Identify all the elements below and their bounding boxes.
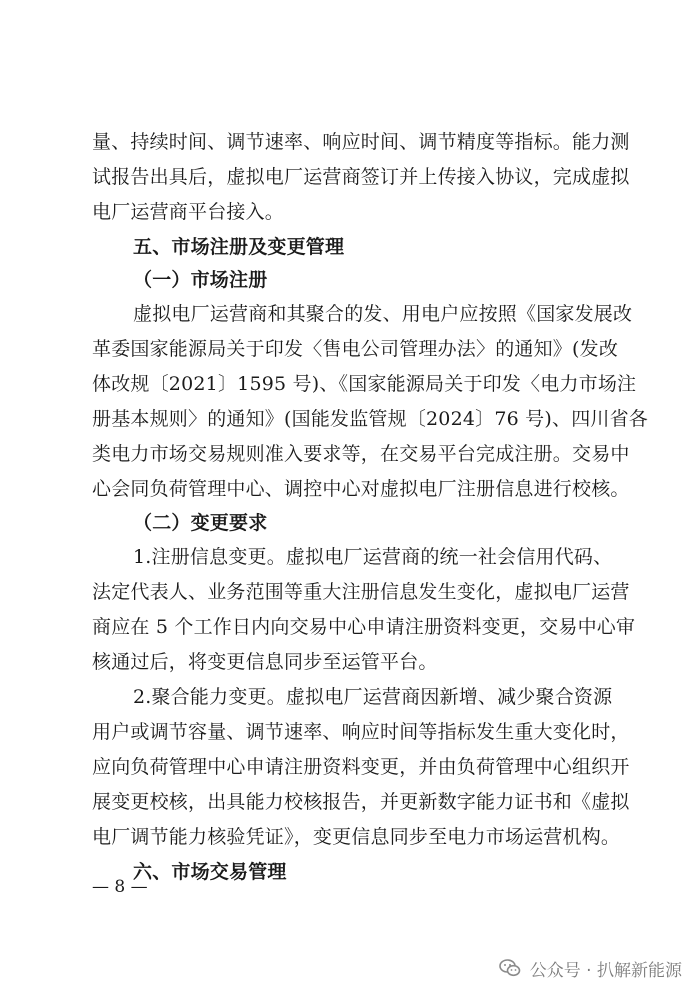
body-text-line: 类电力市场交易规则准入要求等，在交易平台完成注册。交易中 (92, 443, 630, 465)
body-text-line: 虚拟电厂运营商和其聚合的发、用电户应按照《国家发展改 (133, 303, 633, 325)
body-text-line: 试报告出具后，虚拟电厂运营商签订并上传接入协议，完成虚拟 (92, 166, 630, 188)
body-text-line: 法定代表人、业务范围等重大注册信息发生变化，虚拟电厂运营 (92, 581, 630, 603)
body-text-line: 电厂运营商平台接入。 (92, 201, 285, 223)
body-text-line: 用户或调节容量、调节速率、响应时间等指标发生重大变化时， (92, 721, 630, 743)
body-text-line: 电厂调节能力核验凭证》，变更信息同步至电力市场运营机构。 (92, 826, 621, 848)
page-number: — 8 — (92, 877, 148, 897)
watermark-text: 公众号 · 扒解新能源 (529, 960, 682, 981)
watermark (498, 953, 682, 983)
body-text-line: 商应在 5 个工作日内向交易中心申请注册资料变更，交易中心审 (92, 616, 636, 638)
body-text-line: 1.注册信息变更。虚拟电厂运营商的统一社会信用代码、 (133, 546, 613, 568)
body-text-line: 展变更校核，出具能力校核报告，并更新数字能力证书和《虚拟 (92, 791, 630, 813)
subsection-heading-change-requirements: （二）变更要求 (133, 512, 268, 534)
body-text-line: 革委国家能源局关于印发〈售电公司管理办法〉的通知》(发改 (92, 338, 619, 360)
body-text-line: 量、持续时间、调节速率、响应时间、调节精度等指标。能力测 (92, 131, 630, 153)
body-text-line: 心会同负荷管理中心、调控中心对虚拟电厂注册信息进行校核。 (92, 478, 630, 500)
wechat-icon (498, 956, 522, 980)
body-text-line: 册基本规则〉的通知》(国能发监管规〔2024〕76 号)、四川省各 (92, 408, 648, 430)
subsection-heading-market-registration: （一）市场注册 (133, 269, 268, 291)
body-text-line: 应向负荷管理中心申请注册资料变更，并由负荷管理中心组织开 (92, 756, 630, 778)
section-heading-6: 六、市场交易管理 (133, 861, 287, 883)
section-heading-5: 五、市场注册及变更管理 (133, 236, 345, 258)
body-text-line: 2.聚合能力变更。虚拟电厂运营商因新增、减少聚合资源 (133, 686, 613, 708)
body-text-line: 核通过后，将变更信息同步至运管平台。 (92, 651, 438, 673)
body-text-line: 体改规〔2021〕1595 号)、《国家能源局关于印发〈电力市场注 (92, 373, 637, 395)
